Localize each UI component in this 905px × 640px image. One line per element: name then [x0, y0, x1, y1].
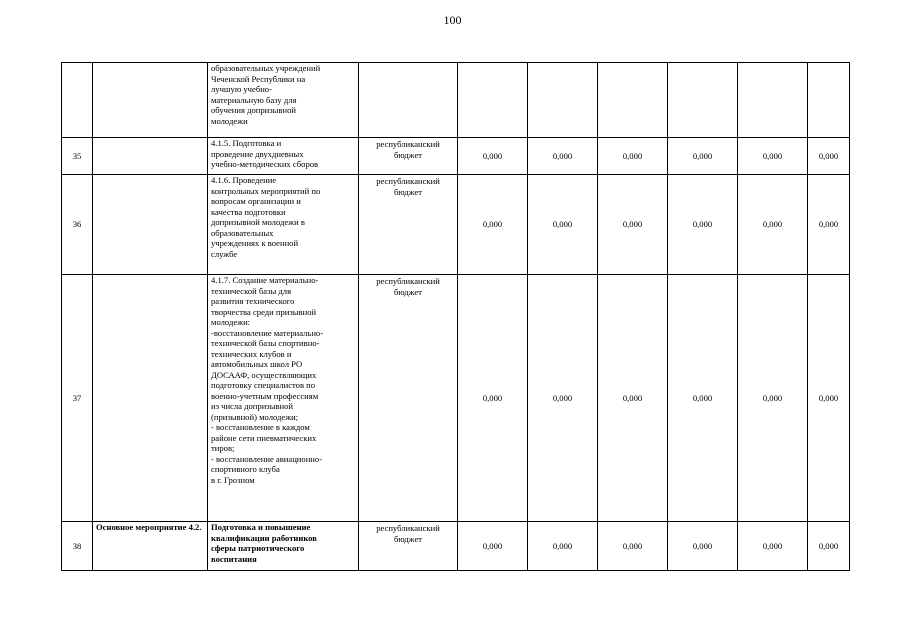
funding-source-cell: республиканский бюджет	[359, 522, 458, 571]
row-number: 38	[62, 522, 93, 571]
value-cell: 0,000	[598, 138, 668, 175]
value-cell	[808, 63, 850, 138]
value-cell	[598, 63, 668, 138]
funding-source-cell	[359, 63, 458, 138]
value-cell: 0,000	[528, 275, 598, 522]
funding-source-cell: республиканский бюджет	[359, 138, 458, 175]
value-cell: 0,000	[738, 522, 808, 571]
value-cell: 0,000	[668, 138, 738, 175]
description-cell: образовательных учреждений Чеченской Республики на лучшую учебно- материальную базу для обучения допризывной молодежи	[208, 63, 359, 138]
value-cell: 0,000	[528, 138, 598, 175]
value-cell: 0,000	[808, 275, 850, 522]
value-cell: 0,000	[808, 522, 850, 571]
event-cell: Основное мероприятие 4.2.	[93, 522, 208, 571]
funding-source-cell: республиканский бюджет	[359, 175, 458, 275]
event-cell	[93, 138, 208, 175]
table-row	[62, 275, 850, 522]
description-cell: 4.1.7. Создание материально- технической базы для развития технического творчества среди призывной молодежи: -восстановление материально- технической базы спортивно- технических клубов и автомобильных школ РО ДОСААФ, осуществляющих подготовку специалистов по военно-учетным профессиям из числа допризывной (призывной) молодежи; - восстановление в каждом районе сети пневматических тиров; - восстановление авиационно- спортивного клуба в г. Грозном	[208, 275, 359, 522]
row-number: 36	[62, 175, 93, 275]
value-cell: 0,000	[458, 522, 528, 571]
value-cell: 0,000	[668, 522, 738, 571]
table-row	[62, 138, 850, 175]
value-cell	[668, 63, 738, 138]
row-number: 37	[62, 275, 93, 522]
row-number: 35	[62, 138, 93, 175]
value-cell: 0,000	[458, 275, 528, 522]
table-row	[62, 522, 850, 571]
event-cell	[93, 63, 208, 138]
value-cell: 0,000	[458, 138, 528, 175]
value-cell: 0,000	[738, 275, 808, 522]
value-cell: 0,000	[528, 175, 598, 275]
funding-source-cell: республиканский бюджет	[359, 275, 458, 522]
table-row	[62, 63, 850, 138]
value-cell	[528, 63, 598, 138]
value-cell: 0,000	[808, 175, 850, 275]
value-cell: 0,000	[808, 138, 850, 175]
value-cell: 0,000	[528, 522, 598, 571]
value-cell	[738, 63, 808, 138]
description-cell: 4.1.5. Подготовка и проведение двухдневных учебно-методических сборов	[208, 138, 359, 175]
row-number	[62, 63, 93, 138]
budget-table	[61, 62, 850, 571]
value-cell: 0,000	[668, 275, 738, 522]
value-cell: 0,000	[598, 522, 668, 571]
table-row	[62, 175, 850, 275]
description-cell: 4.1.6. Проведение контрольных мероприятий по вопросам организации и качества подготовки допризывной молодежи в образовательных учреждениях к военной службе	[208, 175, 359, 275]
value-cell: 0,000	[738, 138, 808, 175]
description-cell: Подготовка и повышение квалификации работников сферы патриотического воспитания	[208, 522, 359, 571]
event-cell	[93, 175, 208, 275]
page-number: 100	[443, 13, 462, 27]
value-cell: 0,000	[458, 175, 528, 275]
value-cell: 0,000	[598, 275, 668, 522]
value-cell	[458, 63, 528, 138]
value-cell: 0,000	[668, 175, 738, 275]
value-cell: 0,000	[738, 175, 808, 275]
event-cell	[93, 275, 208, 522]
value-cell: 0,000	[598, 175, 668, 275]
